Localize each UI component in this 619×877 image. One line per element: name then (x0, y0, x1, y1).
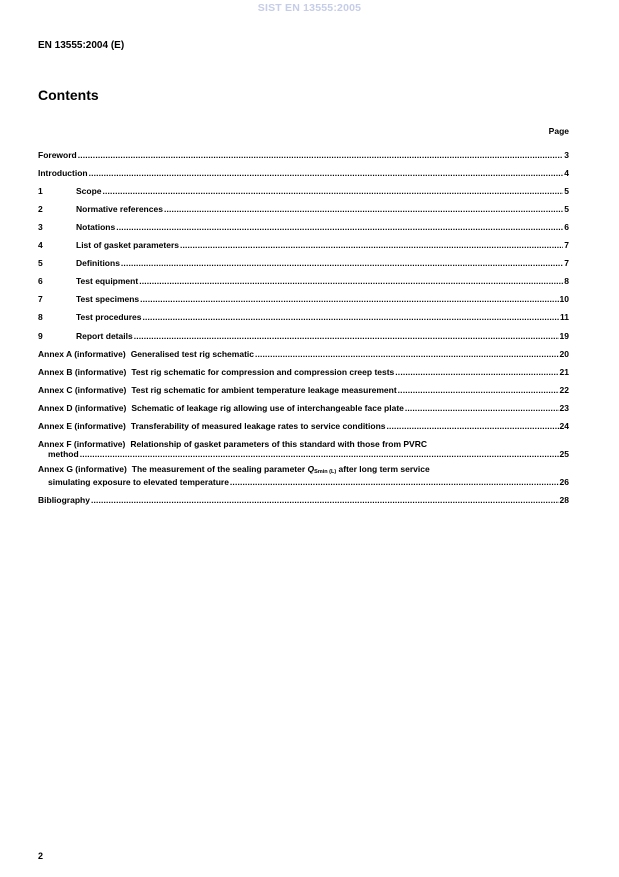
toc-entry-page: 25 (559, 449, 569, 459)
toc-entry-report-details[interactable] (38, 323, 569, 341)
toc-entry-page: 8 (564, 276, 569, 287)
toc-entry-title: Transferability of measured leakage rates to service conditions (130, 421, 386, 431)
toc-entry-title: Generalised test rig schematic (130, 348, 254, 359)
toc-entry-test-procedures[interactable] (38, 305, 569, 323)
toc-entry-number: Annex G (informative) (38, 463, 127, 474)
toc-entry-annex-a[interactable] (38, 341, 569, 359)
toc-entry-number: 3 (38, 221, 43, 232)
dot-leader (164, 204, 563, 215)
toc-entry-title-continued: simulating exposure to elevated temperature (48, 477, 229, 487)
toc-entry-annex-f[interactable] (38, 432, 569, 460)
toc-entry-foreword[interactable] (38, 142, 569, 160)
document-id: EN 13555:2004 (E) (38, 40, 125, 51)
toc-entry-title: Test specimens (76, 294, 140, 305)
toc-entry-title: Test equipment (76, 276, 139, 287)
dot-leader (103, 186, 564, 197)
toc-entry-scope[interactable] (38, 178, 569, 196)
toc-entry-number: Annex E (informative) (38, 421, 126, 431)
toc-entry-annex-e[interactable] (38, 413, 569, 431)
toc-entry-test-specimens[interactable] (38, 287, 569, 305)
toc-entry-page: 7 (564, 258, 569, 269)
page-title: Contents (38, 87, 99, 103)
toc-entry-number: 5 (38, 258, 43, 269)
toc-entry-page: 19 (559, 330, 569, 341)
table-of-contents (38, 142, 569, 506)
toc-entry-number: 1 (38, 185, 43, 196)
toc-entry-page: 26 (559, 477, 569, 487)
dot-leader (255, 349, 559, 360)
toc-entry-number: Annex C (informative) (38, 384, 127, 395)
toc-entry-test-equipment[interactable] (38, 269, 569, 287)
dot-leader (78, 150, 564, 161)
sealing-parameter-symbol: Q (307, 463, 315, 474)
toc-entry-definitions[interactable] (38, 251, 569, 269)
dot-leader (395, 367, 558, 378)
toc-entry-number: 4 (38, 240, 43, 251)
toc-entry-title: Bibliography (38, 495, 90, 506)
toc-entry-annex-c[interactable] (38, 377, 569, 395)
toc-entry-title-after: after long term service (336, 463, 430, 474)
dot-leader (91, 495, 559, 506)
toc-entry-annex-d[interactable] (38, 395, 569, 413)
dot-leader (134, 331, 559, 342)
toc-entry-number: 9 (38, 330, 43, 341)
toc-entry-notations[interactable] (38, 214, 569, 232)
dot-leader (121, 258, 563, 269)
toc-entry-page: 5 (564, 203, 569, 214)
toc-entry-page: 21 (559, 366, 569, 377)
dot-leader (143, 312, 559, 323)
toc-entry-title: Normative references (76, 203, 163, 214)
toc-entry-page: 23 (559, 402, 569, 413)
toc-entry-page: 7 (564, 240, 569, 251)
dot-leader (230, 477, 559, 488)
dot-leader (398, 385, 559, 396)
toc-entry-normative-references[interactable] (38, 196, 569, 214)
toc-entry-title: Test rig schematic for ambient temperature leakage measurement (131, 384, 397, 395)
toc-entry-title: Test rig schematic for compression and compression creep tests (131, 366, 395, 377)
toc-entry-title: The measurement of the sealing parameter (131, 463, 308, 474)
toc-entry-page: 5 (564, 185, 569, 196)
toc-entry-bibliography[interactable] (38, 488, 569, 506)
toc-entry-title: Test procedures (76, 312, 142, 323)
watermark: SIST EN 13555:2005 (257, 2, 362, 14)
dot-leader (80, 449, 559, 460)
dot-leader (139, 276, 563, 287)
toc-entry-number: 7 (38, 294, 43, 305)
toc-entry-number: Annex F (informative) (38, 438, 126, 449)
page-number: 2 (38, 851, 44, 861)
toc-entry-title: Notations (76, 221, 116, 232)
toc-entry-title: Report details (76, 330, 133, 341)
dot-leader (89, 168, 564, 179)
toc-entry-number: Annex B (informative) (38, 366, 127, 377)
toc-entry-number: 8 (38, 312, 43, 323)
toc-entry-annex-b[interactable] (38, 359, 569, 377)
toc-entry-page: 28 (559, 495, 569, 506)
toc-entry-page: 10 (559, 294, 569, 305)
toc-entry-title: Definitions (76, 258, 120, 269)
toc-entry-page: 6 (564, 221, 569, 232)
toc-entry-gasket-parameters[interactable] (38, 232, 569, 250)
sealing-parameter-subscript: Smin (L) (314, 468, 337, 475)
page-column-label: Page (548, 126, 569, 136)
toc-entry-title: Schematic of leakage rig allowing use of interchangeable face plate (131, 402, 404, 413)
toc-entry-page: 20 (559, 348, 569, 359)
toc-entry-introduction[interactable] (38, 160, 569, 178)
toc-entry-number: 2 (38, 203, 43, 214)
toc-entry-number: 6 (38, 276, 43, 287)
dot-leader (140, 294, 558, 305)
toc-entry-page: 22 (559, 384, 569, 395)
toc-entry-number: Annex A (informative) (38, 348, 126, 359)
dot-leader (116, 222, 563, 233)
toc-entry-page: 11 (560, 312, 569, 323)
toc-entry-page: 4 (564, 167, 569, 178)
dot-leader (180, 240, 563, 251)
toc-entry-page: 3 (564, 149, 569, 160)
toc-entry-annex-g[interactable] (38, 460, 569, 488)
toc-entry-page: 24 (559, 421, 569, 431)
toc-entry-title: Foreword (38, 149, 77, 160)
toc-entry-title: List of gasket parameters (76, 240, 179, 251)
toc-entry-title: Relationship of gasket parameters of this standard with those from PVRC (130, 438, 427, 449)
dot-leader (387, 421, 559, 432)
toc-entry-title: Scope (76, 185, 102, 196)
toc-entry-title: Introduction (38, 167, 88, 178)
toc-entry-number: Annex D (informative) (38, 402, 127, 413)
dot-leader (405, 403, 559, 414)
toc-entry-title-continued: method (48, 449, 79, 459)
